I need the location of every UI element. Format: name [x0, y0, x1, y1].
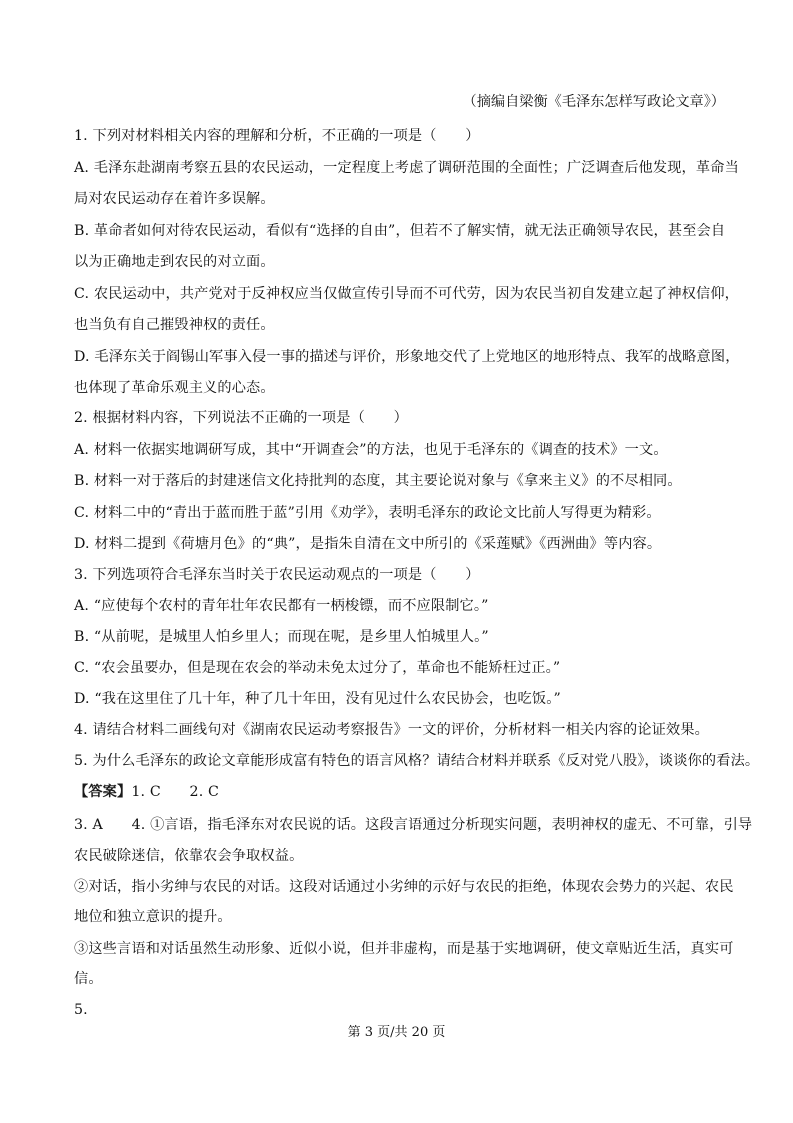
answer-line-7: 信。	[74, 971, 103, 987]
answer-line-4: ②对话，指小劣绅与农民的对话。这段对话通过小劣绅的示好与农民的拒绝，体现农会势力的兴起、农民	[74, 879, 734, 895]
question-3-option-a: A. “应使每个农村的青年壮年农民都有一柄梭镖，而不应限制它。”	[74, 598, 489, 614]
answer-tag: 【答案】	[74, 784, 132, 800]
answer-line-1	[74, 782, 734, 802]
question-2-option-c: C. 材料二中的“青出于蓝而胜于蓝”引用《劝学》，表明毛泽东的政论文比前人写得更为精彩。	[74, 505, 661, 521]
source-citation: （摘编自梁衡《毛泽东怎样写政论文章》）	[462, 94, 725, 110]
answer-line-6: ③这些言语和对话虽然生动形象、近似小说，但并非虚构，而是基于实地调研，使文章贴近生活，真实可	[74, 941, 734, 957]
question-1-option-b: B. 革命者如何对待农民运动，看似有“选择的自由”，但若不了解实情，就无法正确领导农民，甚至会自	[74, 223, 726, 239]
question-1-option-c-cont: 也当负有自己摧毁神权的责任。	[74, 317, 275, 333]
question-2-option-a: A. 材料一依据实地调研写成，其中“开调查会”的方法，也见于毛泽东的《调查的技术》一文。	[74, 442, 668, 458]
question-3-stem: 3. 下列选项符合毛泽东当时关于农民运动观点的一项是（ ）	[74, 567, 480, 583]
question-2-option-d: D. 材料二提到《荷塘月色》的“典”，是指朱自清在文中所引的《采莲赋》《西洲曲》等内容。	[74, 536, 662, 552]
question-3-option-b: B. “从前呢，是城里人怕乡里人；而现在呢，是乡里人怕城里人。”	[74, 629, 489, 645]
question-5: 5. 为什么毛泽东的政论文章能形成富有特色的语言风格？请结合材料并联系《反对党八股》，谈谈你的看法。	[74, 753, 760, 769]
question-2-option-b: B. 材料一对于落后的封建迷信文化持批判的态度，其主要论说对象与《拿来主义》的不尽相同。	[74, 473, 682, 489]
question-1-stem: 1. 下列对材料相关内容的理解和分析，不正确的一项是（ ）	[74, 128, 480, 144]
question-1-option-b-cont: 以为正确地走到农民的对立面。	[74, 254, 275, 270]
page-number-footer: 第 3 页/共 20 页	[347, 1025, 446, 1040]
question-1-option-c: C. 农民运动中，共产党对于反神权应当仅做宣传引导而不可代劳，因为农民当初自发建立起了神权信仰，	[74, 286, 740, 302]
question-4: 4. 请结合材料二画线句对《湖南农民运动考察报告》一文的评价，分析材料一相关内容的论证效果。	[74, 722, 710, 738]
question-1-option-a-cont: 局对农民运动存在着许多误解。	[74, 191, 275, 207]
question-3-option-c: C. “农会虽要办，但是现在农会的举动未免太过分了，革命也不能矫枉过正。”	[74, 660, 561, 676]
question-2-stem: 2. 根据材料内容，下列说法不正确的一项是（ ）	[74, 410, 408, 426]
answer-line-5: 地位和独立意识的提升。	[74, 909, 232, 925]
answer-values-1-2: 1. C 2. C	[131, 784, 220, 800]
answer-line-2: 3. A 4. ①言语，指毛泽东对农民说的话。这段言语通过分析现实问题，表明神权的虚无、不可靠，引导	[74, 817, 753, 833]
question-1-option-d: D. 毛泽东关于阎锡山军事入侵一事的描述与评价，形象地交代了上党地区的地形特点、我军的战略意图，	[74, 349, 740, 365]
question-1-option-a: A. 毛泽东赴湖南考察五县的农民运动，一定程度上考虑了调研范围的全面性；广泛调查后他发现，革命当	[74, 160, 739, 176]
answer-line-3: 农民破除迷信，依靠农会争取权益。	[74, 848, 304, 864]
answer-line-8: 5.	[74, 1002, 88, 1018]
question-1-option-d-cont: 也体现了革命乐观主义的心态。	[74, 380, 275, 396]
question-3-option-d: D. “我在这里住了几十年，种了几十年田，没有见过什么农民协会，也吃饭。”	[74, 691, 561, 707]
